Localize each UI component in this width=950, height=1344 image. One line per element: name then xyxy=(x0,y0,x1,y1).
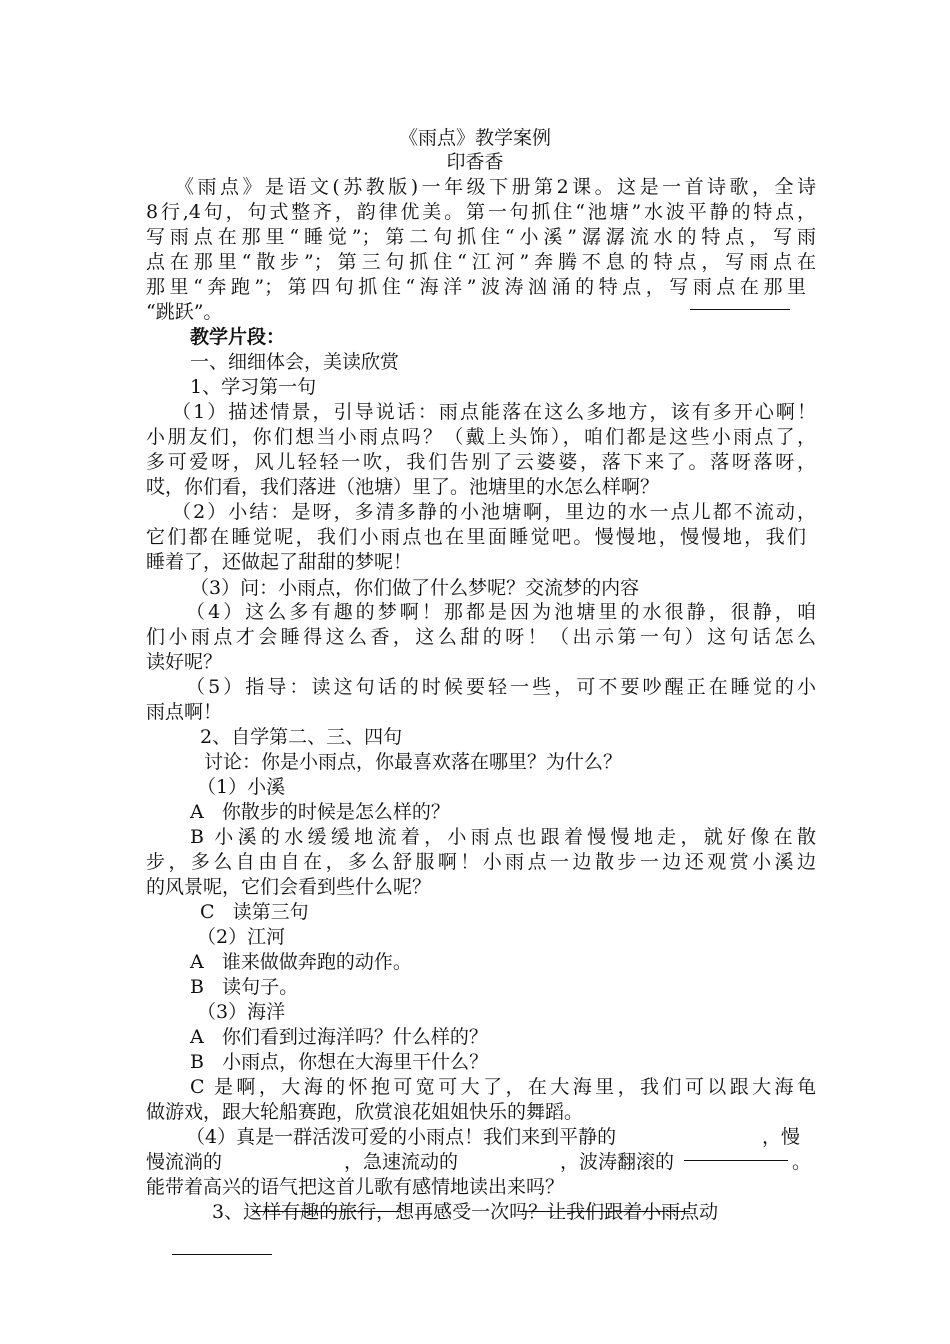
stream-a: A 你散步的时候是怎么样的？ xyxy=(190,801,450,823)
ocean-c-line-1: C 是啊，大海的怀抱可宽可大了，在大海里，我们可以跟大海龟 xyxy=(190,1076,816,1098)
blank-rule xyxy=(684,1160,788,1161)
step4b-line-1-start: （4）真是一群活泼可爱的小雨点！我们来到平静的 xyxy=(186,1126,617,1148)
footnote-rule xyxy=(172,1254,272,1255)
step4b-line-3: 能带着高兴的语气把这首儿歌有感情地读出来吗？ xyxy=(146,1176,565,1198)
stream-b-line-2: 步，多么自由自在，多么舒服啊！小雨点一边散步一边还观赏小溪边 xyxy=(146,851,816,873)
strikethrough-mark-1 xyxy=(252,1211,400,1212)
step1-line-4: 哎，你们看，我们落进（池塘）里了。池塘里的水怎么样啊？ xyxy=(146,476,660,498)
step2-line-3: 睡着了，还做起了甜甜的梦呢！ xyxy=(146,551,413,573)
step4b-line-2-c: ，波涛翻滚的 xyxy=(560,1151,675,1173)
step5-line-1: （5）指导：读这句话的时候要轻一些，可不要吵醒正在睡觉的小 xyxy=(186,676,816,698)
step2-line-2: 它们都在睡觉呢，我们小雨点也在里面睡觉吧。慢慢地，慢慢地，我们 xyxy=(146,526,806,548)
step1-line-2: 小朋友们，你们想当小雨点吗？（戴上头饰），咱们都是这些小雨点了， xyxy=(146,426,816,448)
step2-line-1: （2）小结：是呀，多清多静的小池塘啊，里边的水一点儿都不流动， xyxy=(172,501,816,523)
intro-line-6: “跳跃”。 xyxy=(146,301,223,323)
study2-heading: 2、自学第二、三、四句 xyxy=(200,726,403,748)
ocean-heading: （3）海洋 xyxy=(197,1001,286,1023)
intro-line-4: 点在那里“散步”；第三句抓住“江河”奔腾不息的特点，写雨点在 xyxy=(146,251,816,273)
step1-line-1: （1）描述情景，引导说话：雨点能落在这么多地方，该有多开心啊！ xyxy=(172,401,816,423)
study3-line: 3、这样有趣的旅行，想再感受一次吗？让我们跟着小雨点动 xyxy=(212,1201,719,1223)
intro-line-2: 8行,4句，句式整齐，韵律优美。第一句抓住“池塘”水波平静的特点， xyxy=(146,201,816,223)
stream-b-line-1: B 小溪的水缓缓地流着，小雨点也跟着慢慢地走，就好像在散 xyxy=(190,826,816,848)
underline-rule xyxy=(690,309,790,310)
strikethrough-mark-2 xyxy=(520,1211,690,1212)
part1-heading: 一、细细体会，美读欣赏 xyxy=(190,351,400,373)
stream-c: C 读第三句 xyxy=(200,901,309,923)
river-a: A 谁来做做奔跑的动作。 xyxy=(190,951,412,973)
step4b-line-2-a: 慢流淌的 xyxy=(146,1151,223,1173)
ocean-a: A 你们看到过海洋吗？什么样的？ xyxy=(190,1026,488,1048)
step4-line-1: （4）这么多有趣的梦啊！那都是因为池塘里的水很静，很静，咱 xyxy=(186,601,816,623)
river-heading: （2）江河 xyxy=(197,926,286,948)
step1-line-3: 多可爱呀，风儿轻轻一吹，我们告别了云婆婆，落下来了。落呀落呀， xyxy=(146,451,816,473)
ocean-c-line-2: 做游戏，跟大轮船赛跑，欣赏浪花姐姐快乐的舞蹈。 xyxy=(146,1101,584,1123)
intro-line-5: 那里“奔跑”；第四句抓住“海洋”波涛汹涌的特点，写雨点在那里 xyxy=(146,276,806,298)
ocean-b: B 小雨点，你想在大海里干什么？ xyxy=(190,1051,489,1073)
intro-line-3: 写雨点在那里“睡觉”；第二句抓住“小溪”潺潺流水的特点，写雨 xyxy=(146,226,816,248)
stream-b-line-3: 的风景呢，它们会看到些什么呢？ xyxy=(146,876,432,898)
study1-heading: 1、学习第一句 xyxy=(190,376,317,398)
step4-line-3: 读好呢？ xyxy=(146,651,223,673)
section-heading: 教学片段： xyxy=(190,326,286,348)
step4b-line-1-end: ，慢 xyxy=(762,1126,801,1148)
discussion-line: 讨论：你是小雨点，你最喜欢落在哪里？为什么？ xyxy=(204,751,623,773)
step4b-line-2-d: 。 xyxy=(792,1151,812,1173)
step3-line: （3）问：小雨点，你们做了什么梦呢？交流梦的内容 xyxy=(190,577,640,599)
step5-line-2: 雨点啊！ xyxy=(146,701,223,723)
intro-line-1: 《雨点》是语文(苏教版)一年级下册第2课。这是一首诗歌，全诗 xyxy=(175,176,816,198)
river-b: B 读句子。 xyxy=(190,976,299,998)
document-title: 《雨点》教学案例 xyxy=(398,127,551,149)
step4-line-2: 们小雨点才会睡得这么香，这么甜的呀！（出示第一句）这句话怎么 xyxy=(146,626,816,648)
stream-heading: （1）小溪 xyxy=(197,776,286,798)
author-name: 印香香 xyxy=(446,151,504,173)
step4b-line-2-b: ，急速流动的 xyxy=(344,1151,459,1173)
